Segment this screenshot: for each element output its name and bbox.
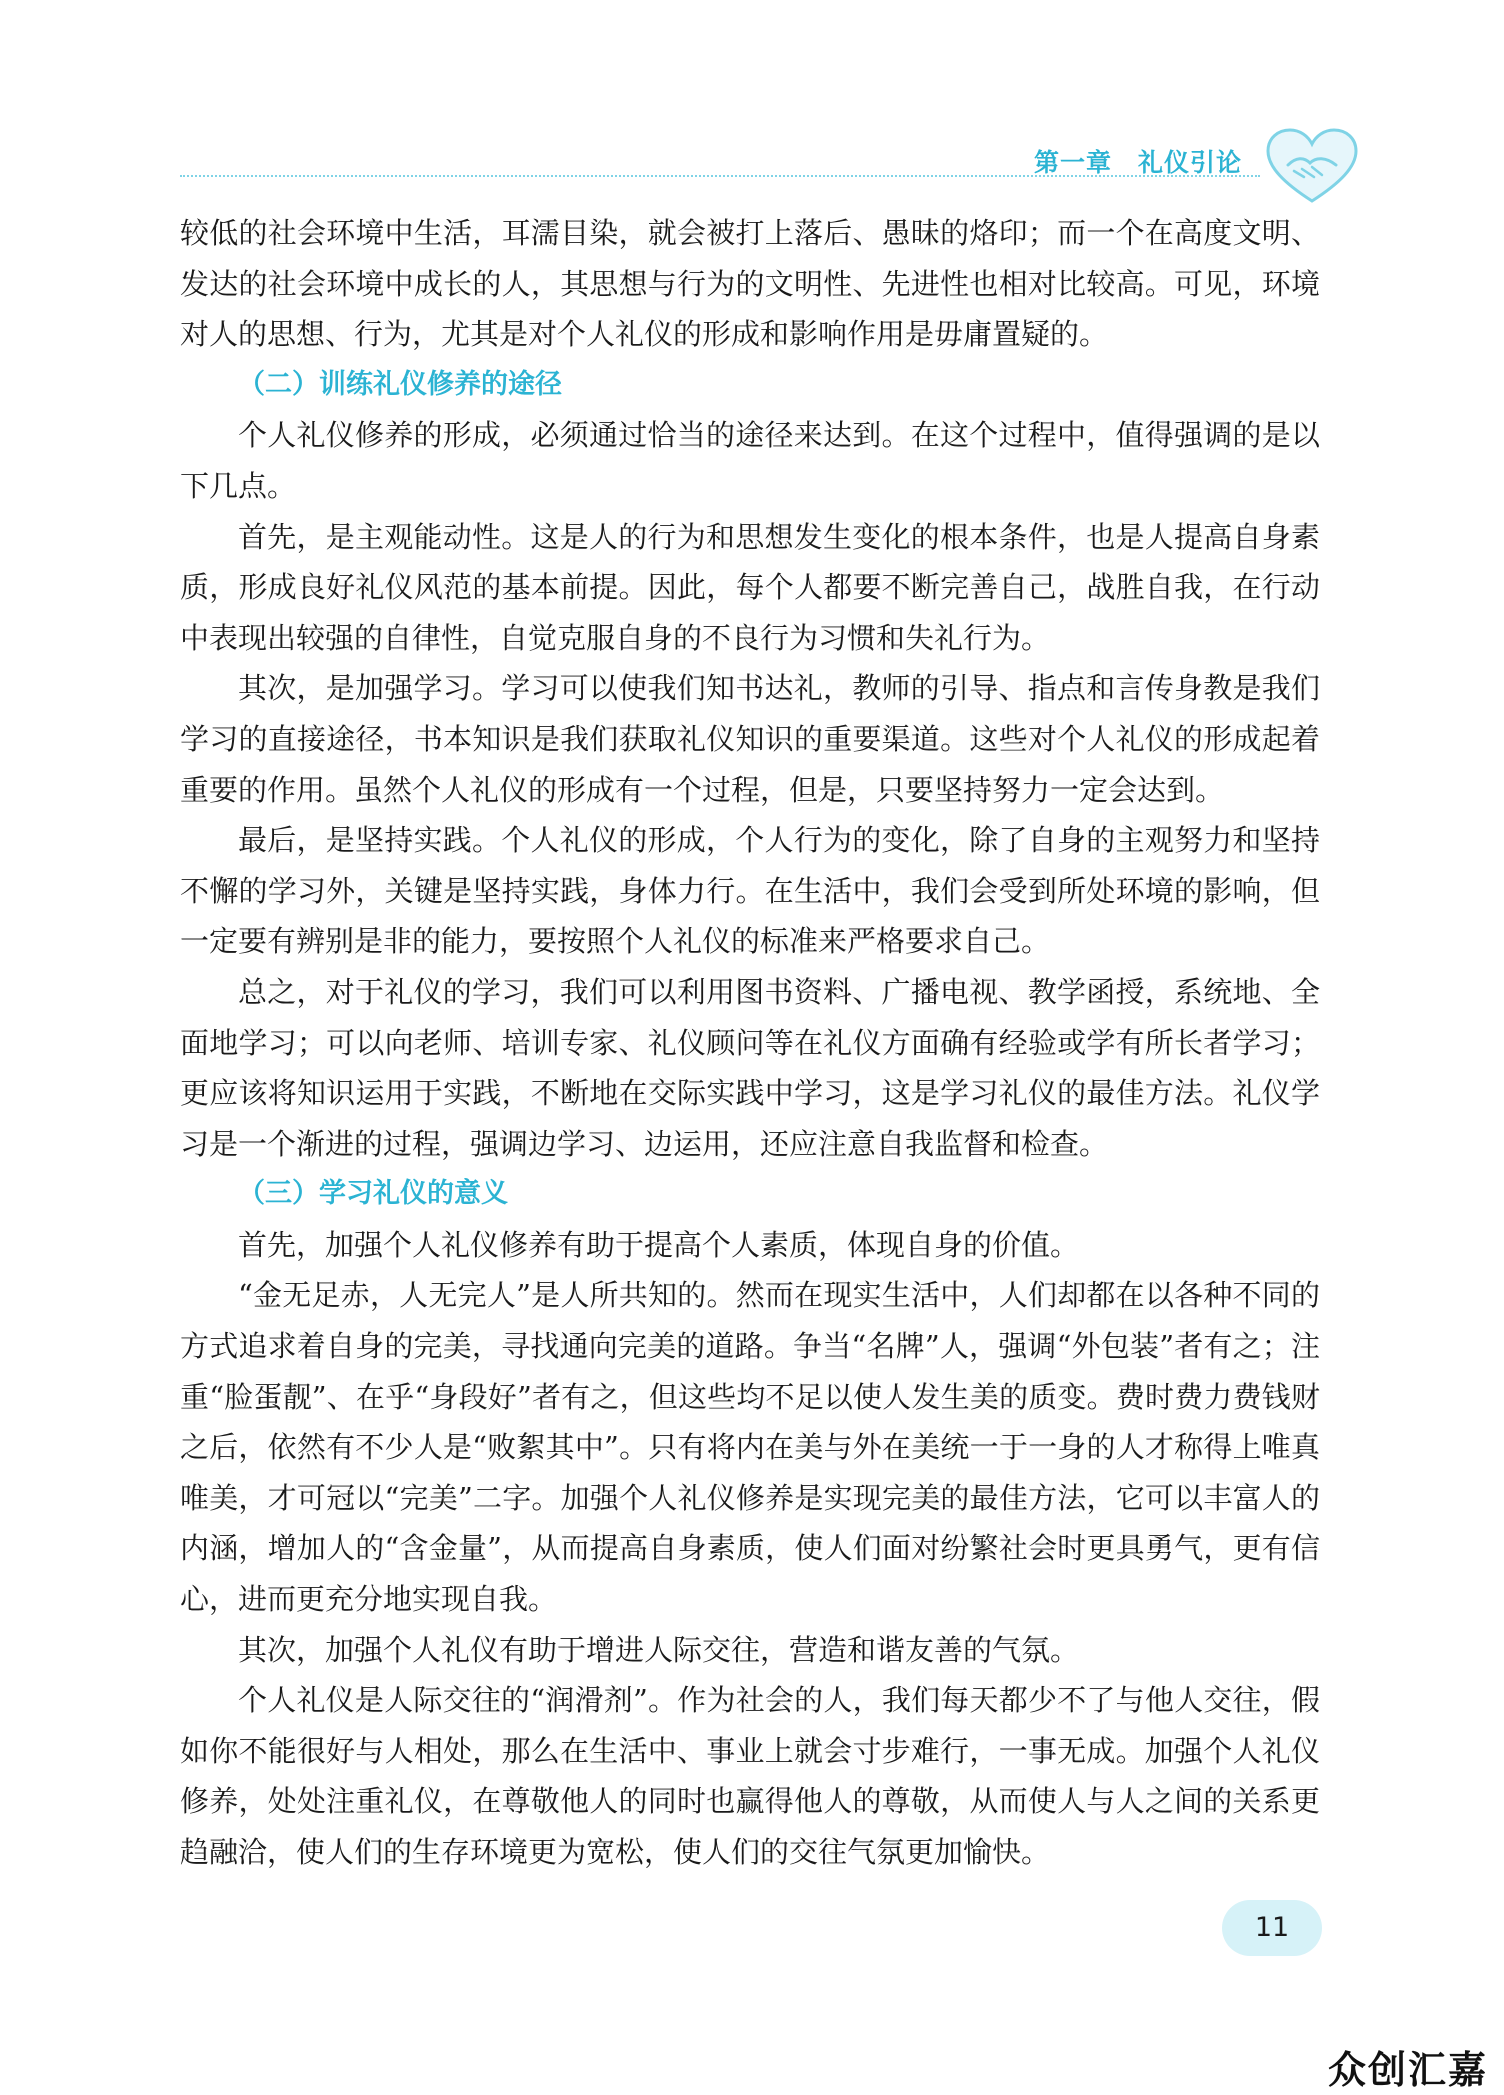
running-head bbox=[180, 125, 1360, 185]
paragraph: 其次，加强个人礼仪有助于增进人际交往，营造和谐友善的气氛。 bbox=[238, 1632, 1080, 1667]
paragraph: “金无足赤，人无完人”是人所共知的。然而在现实生活中，人们却都在以各种不同的方式追求着自身的完美，寻找通向完美的道路。争当“名牌”人，强调“外包装”者有之；注重“脸蛋靓”、在乎“身段好”者有之，但这些均不足以使人发生美的质变。费时费力费钱财之后，依然有不少人是“败絮其中”。只有将内在美与外在美统一于一身的人才称得上唯真唯美，才可冠以“完美”二字。加强个人礼仪修养是实现完美的最佳方法，它可以丰富人的内涵，增加人的“含金量”，从而提高自身素质，使人们面对纷繁社会时更具勇气，更有信心，进而更充分地实现自我。 bbox=[180, 1278, 1320, 1617]
section-heading-3: （三）学习礼仪的意义 bbox=[238, 1178, 508, 1210]
watermark: 众创汇嘉 bbox=[1328, 2048, 1489, 2092]
body-text bbox=[180, 208, 1320, 1878]
heart-handshake-icon bbox=[1264, 127, 1360, 207]
paragraph: 个人礼仪修养的形成，必须通过恰当的途径来达到。在这个过程中，值得强调的是以下几点。 bbox=[180, 418, 1320, 503]
continuation-paragraph: 较低的社会环境中生活，耳濡目染，就会被打上落后、愚昧的烙印；而一个在高度文明、发达的社会环境中成长的人，其思想与行为的文明性、先进性也相对比较高。可见，环境对人的思想、行为，尤其是对个人礼仪的形成和影响作用是毋庸置疑的。 bbox=[180, 216, 1320, 352]
paragraph: 个人礼仪是人际交往的“润滑剂”。作为社会的人，我们每天都少不了与他人交往，假如你不能很好与人相处，那么在生活中、事业上就会寸步难行，一事无成。加强个人礼仪修养，处处注重礼仪，在尊敬他人的同时也赢得他人的尊敬，从而使人与人之间的关系更趋融洽，使人们的生存环境更为宽松，使人们的交往气氛更加愉快。 bbox=[180, 1683, 1320, 1869]
chapter-title: 第一章 礼仪引论 bbox=[1033, 148, 1242, 177]
paragraph: 其次，是加强学习。学习可以使我们知书达礼，教师的引导、指点和言传身教是我们学习的直接途径，书本知识是我们获取礼仪知识的重要渠道。这些对个人礼仪的形成起着重要的作用。虽然个人礼仪的形成有一个过程，但是，只要坚持努力一定会达到。 bbox=[180, 671, 1320, 807]
page-number: 11 bbox=[1222, 1900, 1322, 1956]
paragraph: 总之，对于礼仪的学习，我们可以利用图书资料、广播电视、教学函授，系统地、全面地学习；可以向老师、培训专家、礼仪顾问等在礼仪方面确有经验或学有所长者学习；更应该将知识运用于实践，不断地在交际实践中学习，这是学习礼仪的最佳方法。礼仪学习是一个渐进的过程，强调边学习、边运用，还应注意自我监督和检查。 bbox=[180, 974, 1320, 1161]
section-heading-2: （二）训练礼仪修养的途径 bbox=[238, 368, 562, 400]
paragraph: 首先，是主观能动性。这是人的行为和思想发生变化的根本条件，也是人提高自身素质，形成良好礼仪风范的基本前提。因此，每个人都要不断完善自己，战胜自我，在行动中表现出较强的自律性，自觉克服自身的不良行为习惯和失礼行为。 bbox=[180, 519, 1320, 655]
paragraph: 最后，是坚持实践。个人礼仪的形成，个人行为的变化，除了自身的主观努力和坚持不懈的学习外，关键是坚持实践，身体力行。在生活中，我们会受到所处环境的影响，但一定要有辨别是非的能力，要按照个人礼仪的标准来严格要求自己。 bbox=[180, 823, 1320, 959]
paragraph: 首先，加强个人礼仪修养有助于提高个人素质，体现自身的价值。 bbox=[238, 1227, 1080, 1262]
